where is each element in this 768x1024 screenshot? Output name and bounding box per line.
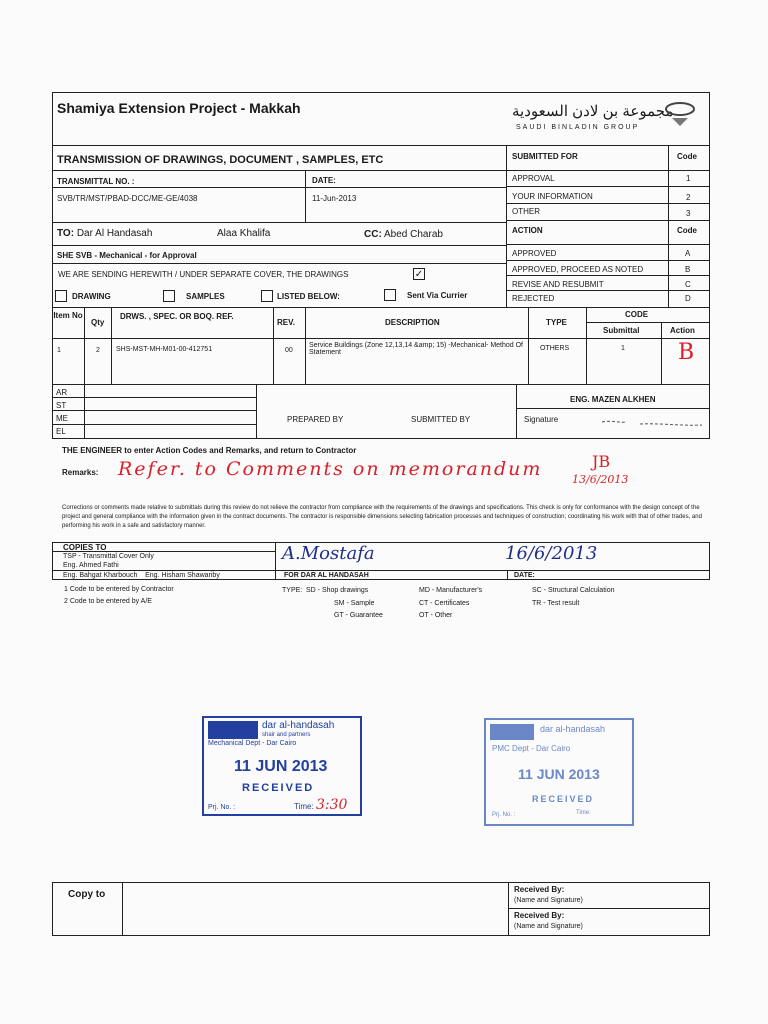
col-code: CODE xyxy=(625,310,649,319)
stamp-left-date: 11 JUN 2013 xyxy=(234,758,328,775)
stamp-left-firm-sub: shair and partners xyxy=(262,732,311,738)
logo-english: SAUDI BINLADIN GROUP xyxy=(516,124,640,131)
type-sc: SC - Structural Calculation xyxy=(532,587,615,594)
action-header: ACTION xyxy=(512,226,543,235)
transmission-title: TRANSMISSION OF DRAWINGS, DOCUMENT , SAMPLES, ETC xyxy=(57,154,384,166)
stamp-left-firm: dar al-handasah xyxy=(262,720,335,731)
note-2: 2 Code to be entered by A/E xyxy=(64,598,152,605)
action-row-approved: APPROVED xyxy=(512,249,557,258)
listed-below-label: LISTED BELOW: xyxy=(277,292,340,301)
engineer-name: ENG. MAZEN ALKHEN xyxy=(570,395,656,404)
submitted-row-information: YOUR INFORMATION xyxy=(512,192,593,201)
col-rev: REV. xyxy=(277,318,295,327)
stamp-left-received: RECEIVED xyxy=(242,782,315,794)
type-sm: SM - Sample xyxy=(334,600,375,607)
to-label: TO: xyxy=(57,228,75,239)
received-stamp-left xyxy=(202,716,362,816)
drawing-checkbox[interactable] xyxy=(55,290,67,302)
dar-date-handwritten: 16/6/2013 xyxy=(505,543,598,564)
row-ref: SHS-MST-MH-M01-00-412751 xyxy=(116,346,213,353)
row-description: Service Buildings (Zone 12,13,14 &amp; 15) -Mechanical- Method Of Statement xyxy=(309,342,523,356)
type-ot: OT - Other xyxy=(419,612,453,619)
action-code-b: B xyxy=(685,265,691,274)
received-by-2: Received By: xyxy=(514,911,565,920)
for-dar-label: FOR DAR AL HANDASAH xyxy=(284,572,369,579)
logo-arabic: مجموعة بن لادن السعودية xyxy=(512,103,674,120)
remarks-handwritten: Refer. to Comments on memorandum xyxy=(118,458,543,480)
company-logo xyxy=(510,96,706,140)
engineer-note: THE ENGINEER to enter Action Codes and Remarks, and return to Contractor xyxy=(62,446,357,455)
submitted-row-approval: APPROVAL xyxy=(512,174,555,183)
to-value: Dar Al Handasah xyxy=(76,228,153,239)
samples-label: SAMPLES xyxy=(186,292,225,301)
type-tr: TR - Test result xyxy=(532,600,580,607)
action-row-revise: REVISE AND RESUBMIT xyxy=(512,280,604,289)
remarks-date: 13/6/2013 xyxy=(572,473,629,486)
col-qty: Qty xyxy=(91,318,105,327)
submitted-for-header: SUBMITTED FOR xyxy=(512,152,578,161)
row-action-handwritten: B xyxy=(678,340,695,365)
type-sd: SD - Shop drawings xyxy=(306,587,369,594)
row-rev: 00 xyxy=(285,347,293,354)
name-sig-2: (Name and Signature) xyxy=(514,923,583,930)
to-line xyxy=(57,228,152,239)
type-ct: CT - Certificates xyxy=(419,600,470,607)
type-gt: GT - Guarantee xyxy=(334,612,383,619)
stamp-right-date: 11 JUN 2013 xyxy=(518,766,600,782)
received-stamp-right xyxy=(484,718,634,826)
to-person: Alaa Khalifa xyxy=(217,228,271,239)
copies-date-label: DATE: xyxy=(514,572,535,579)
name-sig-1: (Name and Signature) xyxy=(514,897,583,904)
she-line: SHE SVB - Mechanical - for Approval xyxy=(57,251,197,260)
stamp-right-logo-icon xyxy=(490,724,534,740)
col-item-no: Item No xyxy=(53,311,83,320)
listed-below-checkbox[interactable] xyxy=(261,290,273,302)
copies-line-3: Eng. Bahgat Kharbouch Eng. Hisham Shawariby xyxy=(63,572,220,579)
remarks-initial: JB xyxy=(592,452,611,471)
drawing-label: DRAWING xyxy=(72,292,111,301)
submitted-code-1: 1 xyxy=(686,174,691,183)
cc-line xyxy=(364,229,443,240)
action-row-approved-noted: APPROVED, PROCEED AS NOTED xyxy=(512,265,644,274)
stamp-left-logo-icon xyxy=(208,721,258,739)
copies-line-2: Eng. Ahmed Fathi xyxy=(63,562,119,569)
signature-label: Signature xyxy=(524,415,559,424)
courier-label: Sent Via Currier xyxy=(407,291,468,300)
action-code-a: A xyxy=(685,249,691,258)
copies-to-header: COPIES TO xyxy=(63,543,107,552)
sending-text: WE ARE SENDING HEREWITH / UNDER SEPARATE COVER, THE DRAWINGS xyxy=(58,270,349,279)
stamp-left-time-label: Time: xyxy=(294,802,314,811)
submitted-code-3: 3 xyxy=(686,209,691,218)
prepared-by-label: PREPARED BY xyxy=(287,415,344,424)
col-type: TYPE xyxy=(546,318,567,327)
cc-label: CC: xyxy=(364,229,382,240)
submitted-row-other: OTHER xyxy=(512,207,540,216)
submitted-code-header: Code xyxy=(677,152,697,161)
stamp-right-firm: dar al-handasah xyxy=(540,724,606,734)
row-qty: 2 xyxy=(96,347,100,354)
stamp-left-dept: Mechanical Dept - Dar Cairo xyxy=(208,740,297,747)
disclaimer-text: Corrections or comments made relative to submittals during this review do not relieve the contractor from compliance with the requirements of the drawings and specifications. This check is only for conformance with the design concept of the project and general compliance with the information given in the contract documents. The contractor is responsible dimensions selecting fabrication processes and techniques of construction; coordinating his work with that of other trades, and performing his work in a safe and satisfactory manner. xyxy=(62,505,702,529)
action-code-c: C xyxy=(685,280,691,289)
samples-checkbox[interactable] xyxy=(163,290,175,302)
row-item: 1 xyxy=(57,347,61,354)
stamp-right-time-label: Time: xyxy=(576,810,591,816)
copies-line-1: TSP - Transmittal Cover Only xyxy=(63,553,154,560)
action-code-header: Code xyxy=(677,226,697,235)
stamp-right-prj: Prj. No. : xyxy=(492,812,516,818)
transmittal-label: TRANSMITTAL NO. : xyxy=(57,177,135,186)
received-by-1: Received By: xyxy=(514,885,565,894)
col-description: DESCRIPTION xyxy=(385,318,440,327)
discipline-st: ST xyxy=(56,401,67,410)
courier-checkbox[interactable] xyxy=(384,289,396,301)
col-submittal: Submittal xyxy=(603,326,640,335)
stamp-right-dept: PMC Dept - Dar Cairo xyxy=(492,744,571,753)
col-action: Action xyxy=(670,326,695,335)
submitted-code-2: 2 xyxy=(686,193,691,202)
stamp-left-prj: Prj. No. : xyxy=(208,804,236,811)
discipline-el: EL xyxy=(56,427,66,436)
action-code-d: D xyxy=(685,294,691,303)
row-submittal: 1 xyxy=(621,345,625,352)
stamp-right-received: RECEIVED xyxy=(532,794,595,804)
submitted-by-label: SUBMITTED BY xyxy=(411,415,471,424)
engineer-signature xyxy=(600,414,705,430)
copy-to-label: Copy to xyxy=(68,889,106,900)
transmittal-date: 11-Jun-2013 xyxy=(312,194,357,203)
dar-signature-handwritten: A.Mostafa xyxy=(282,543,375,564)
cc-value: Abed Charab xyxy=(384,229,443,240)
copy-to-table xyxy=(52,882,710,936)
type-label: TYPE: xyxy=(282,587,303,594)
discipline-me: ME xyxy=(56,414,68,423)
action-row-rejected: REJECTED xyxy=(512,294,555,303)
logo-emblem-icon xyxy=(662,100,702,130)
note-1: 1 Code to be entered by Contractor xyxy=(64,586,174,593)
transmittal-number: SVB/TR/MST/PBAD-DCC/ME-GE/4038 xyxy=(57,194,198,203)
row-type: OTHERS xyxy=(540,345,570,352)
stamp-left-time-value: 3:30 xyxy=(316,797,348,813)
date-label: DATE: xyxy=(312,176,336,185)
discipline-ar: AR xyxy=(56,388,68,397)
type-md: MD - Manufacturer's xyxy=(419,587,483,594)
remarks-label: Remarks: xyxy=(62,468,99,477)
project-title: Shamiya Extension Project - Makkah xyxy=(57,100,301,116)
drawings-checkbox[interactable]: ✓ xyxy=(414,269,424,280)
col-drws-ref: DRWS. , SPEC. OR BOQ. REF. xyxy=(120,312,234,321)
